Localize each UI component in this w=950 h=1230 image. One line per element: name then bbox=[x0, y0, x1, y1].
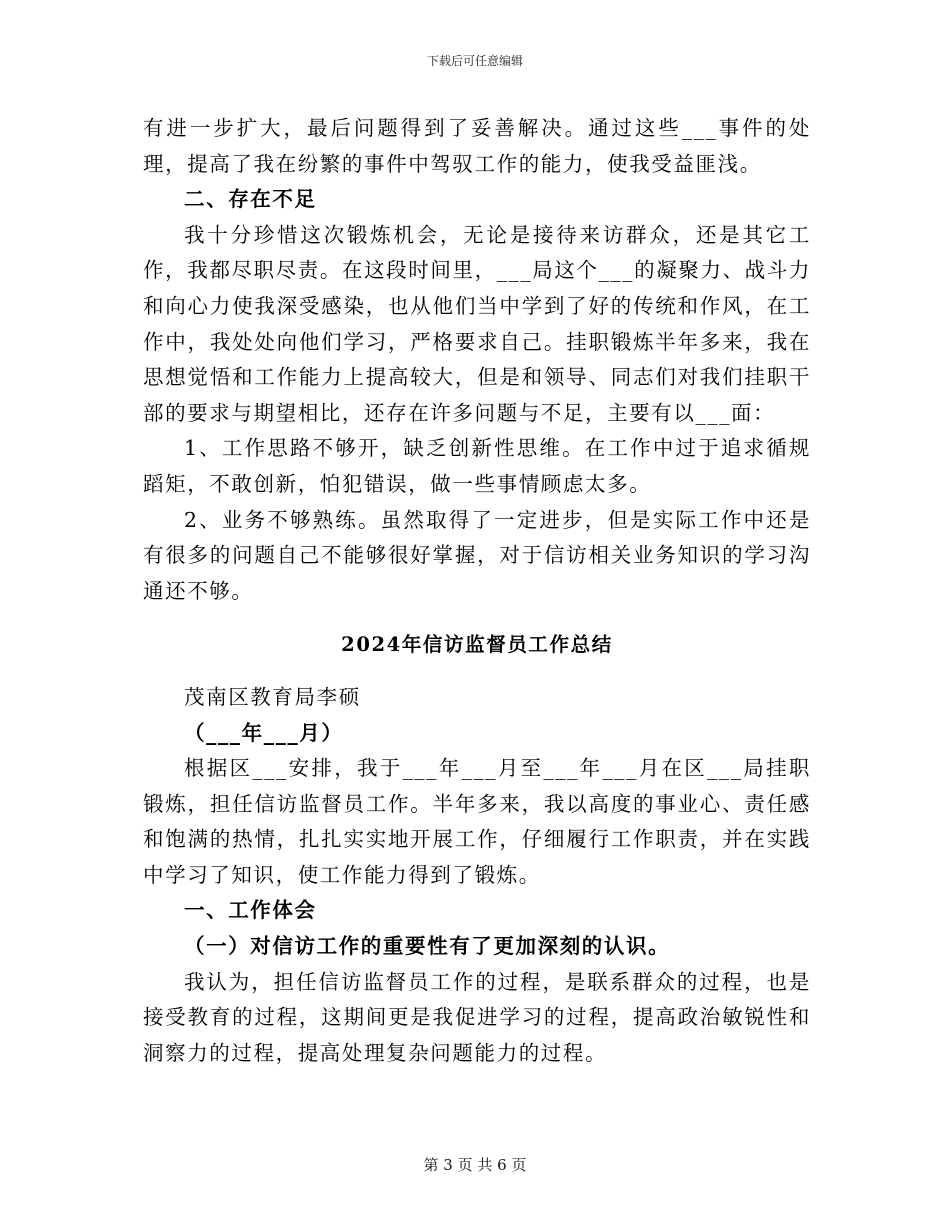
page-footer: 第 3 页 共 6 页 bbox=[423, 1156, 527, 1174]
subsection-heading-1: （一）对信访工作的重要性有了更加深刻的认识。 bbox=[184, 934, 671, 959]
list-item-shortcoming-2: 2、业务不够熟练。虽然取得了一定进步，但是实际工作中还是有很多的问题自己不能够很好掌握，对于信访相关业务知识的学习沟通还不够。 bbox=[143, 507, 811, 603]
paragraph-shortcomings-intro: 我十分珍惜这次锻炼机会，无论是接待来访群众，还是其它工作，我都尽职尽责。在这段时间里，___局这个___的凝聚力、战斗力和向心力使我深受感染，也从他们当中学到了好的传统和作风，在工作中，我处处向他们学习，严格要求自己。挂职锻炼半年多来，我在思想觉悟和工作能力上提高较大，但是和领导、同志们对我们挂职干部的要求与期望相比，还存在许多问题与不足，主要有以___面： bbox=[143, 222, 811, 425]
paragraph-experience-1: 我认为，担任信访监督员工作的过程，是联系群众的过程，也是接受教育的过程，这期间更是我促进学习的过程，提高政治敏锐性和洞察力的过程，提高处理复杂问题能力的过程。 bbox=[143, 969, 811, 1065]
author-line: 茂南区教育局李硕 bbox=[184, 684, 361, 709]
document-body bbox=[143, 111, 811, 1071]
date-line: （___年___月） bbox=[184, 720, 344, 745]
paragraph-continuation: 有进一步扩大，最后问题得到了妥善解决。通过这些___事件的处理，提高了我在纷繁的事件中驾驭工作的能力，使我受益匪浅。 bbox=[143, 116, 811, 176]
page-header: 下载后可任意编辑 bbox=[426, 54, 523, 68]
paragraph-intro: 根据区___安排，我于___年___月至___年___月在区___局挂职锻炼，担任信访监督员工作。半年多来，我以高度的事业心、责任感和饱满的热情，扎扎实实地开展工作，仔细履行工作职责，并在实践中学习了知识，使工作能力得到了锻炼。 bbox=[143, 756, 811, 887]
section-heading-shortcomings: 二、存在不足 bbox=[184, 187, 317, 212]
section-heading-experience: 一、工作体会 bbox=[184, 898, 317, 923]
document-title: 2024年信访监督员工作总结 bbox=[341, 633, 613, 657]
list-item-shortcoming-1: 1、工作思路不够开，缺乏创新性思维。在工作中过于追求循规蹈矩，不敢创新，怕犯错误，做一些事情顾虑太多。 bbox=[143, 436, 811, 496]
